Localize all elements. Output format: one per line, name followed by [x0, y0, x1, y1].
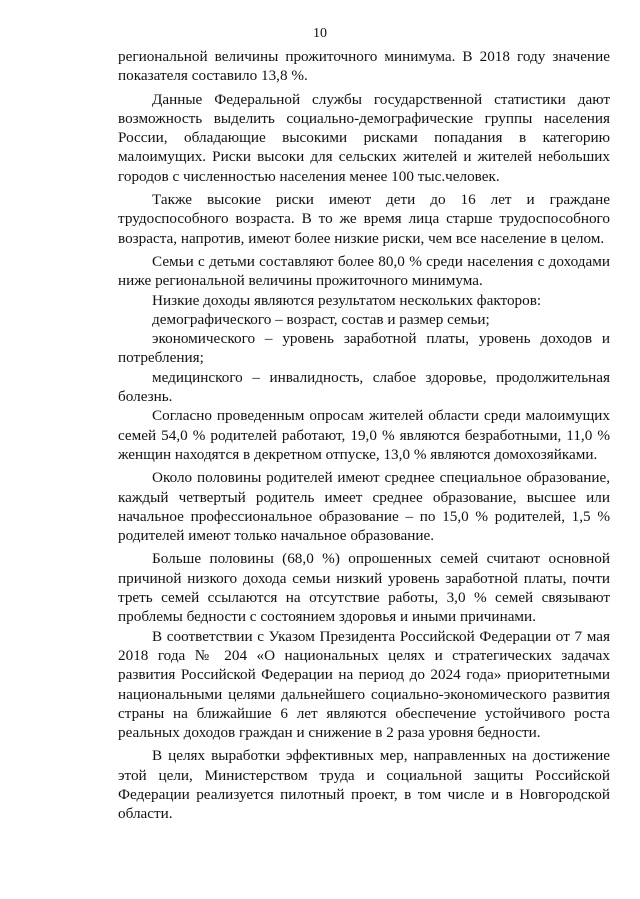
paragraph: Больше половины (68,0 %) опрошенных семей считают основной причиной низкого дохода семьи низкий уровень заработной платы, почти треть семей ссылаются на отсутствие работы, 3,0 % семей связывают проблемы бедности с состоянием здоровья и иными причинами. — [118, 550, 610, 626]
paragraph: Также высокие риски имеют дети до 16 лет и граждане трудоспособного возраста. В то же время лица старше трудоспособного возраста, напротив, имеют более низкие риски, чем все население в целом. — [118, 191, 610, 247]
paragraph: региональной величины прожиточного минимума. В 2018 году значение показателя составило 13,8 %. — [118, 48, 610, 85]
paragraph: экономического – уровень заработной платы, уровень доходов и потребления; — [118, 330, 610, 367]
paragraph: Согласно проведенным опросам жителей области среди малоимущих семей 54,0 % родителей работают, 19,0 % являются безработными, 11,0 % женщин находятся в декретном отпуске, 13,0 % являются домохозяйками. — [118, 407, 610, 463]
paragraph: В целях выработки эффективных мер, направленных на достижение этой цели, Министерством труда и социальной защиты Российской Федерации реализуется пилотный проект, в том числе и в Новгородской области. — [118, 747, 610, 823]
paragraph: демографического – возраст, состав и размер семьи; — [152, 310, 490, 328]
paragraph: Около половины родителей имеют среднее специальное образование, каждый четвертый родитель имеет среднее образование, высшее или начальное профессиональное образование – по 15,0 % родителей, 1,5 % родителей имеют только начальное образование. — [118, 469, 610, 545]
paragraph: Данные Федеральной службы государственной статистики дают возможность выделить социально-демографические группы населения России, обладающие высокими рисками попадания в категорию малоимущих. Риски высоки для сельских жителей и жителей небольших городов с численностью населения менее 100 тыс.человек. — [118, 90, 610, 185]
paragraph: Семьи с детьми составляют более 80,0 % среди населения с доходами ниже региональной величины прожиточного минимума. — [118, 252, 610, 290]
paragraph: Низкие доходы являются результатом нескольких факторов: — [152, 291, 542, 309]
paragraph: медицинского – инвалидность, слабое здоровье, продолжительная болезнь. — [118, 368, 610, 406]
document-body — [118, 47, 610, 824]
page-number: 10 — [313, 26, 327, 41]
paragraph: В соответствии с Указом Президента Российской Федерации от 7 мая 2018 года № 204 «О национальных целях и стратегических задачах развития Российской Федерации на период до 2024 года» приоритетными национальными целями дальнейшего социально-экономического развития страны на ближайшие 6 лет являются обеспечение устойчивого роста реальных доходов граждан и снижение в 2 раза уровня бедности. — [118, 627, 610, 742]
